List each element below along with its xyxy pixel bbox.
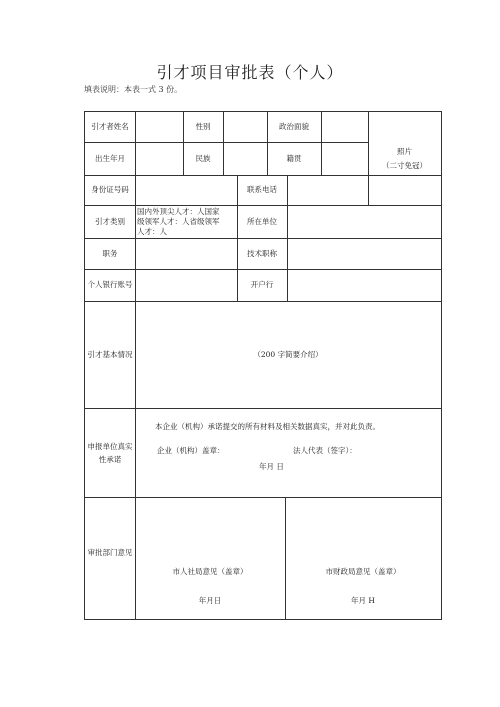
row-divider xyxy=(85,497,441,498)
bank-account-label: 个人银行账号 xyxy=(87,280,133,289)
employer-label: 所在单位 xyxy=(247,217,277,226)
hr-bureau-date: 年月日 xyxy=(198,596,222,605)
row-divider xyxy=(85,408,441,409)
finance-bureau-opinion: 市财政局意见（盖章） xyxy=(325,567,401,576)
hr-bureau-opinion: 市人社局意见（盖章） xyxy=(172,567,248,576)
ethnicity-label: 民族 xyxy=(195,154,211,163)
category-text-line: 人才：人 xyxy=(137,227,167,236)
column-divider xyxy=(287,175,288,301)
form-title: 引才项目审批表（个人） xyxy=(156,63,344,82)
row-divider xyxy=(85,301,441,302)
native-place-label: 籍贯 xyxy=(286,154,302,163)
approval-form-table xyxy=(84,111,442,620)
photo-label: 照片 xyxy=(397,147,412,156)
pledge-date: 年月 日 xyxy=(259,462,284,471)
category-text-line: 国内外顶尖人才：人国家 xyxy=(137,207,220,216)
gender-label: 性别 xyxy=(195,122,211,131)
pledge-label: 性承诺 xyxy=(98,455,122,464)
finance-bureau-date: 年月 H xyxy=(351,596,375,605)
row-divider xyxy=(85,269,441,270)
row-divider xyxy=(85,175,441,176)
row-divider xyxy=(85,142,368,143)
column-divider xyxy=(135,112,136,497)
id-number-label: 身份证号码 xyxy=(91,185,129,194)
pledge-seal-field: 企业（机构）盖章： xyxy=(157,446,225,455)
row-divider xyxy=(85,205,441,206)
column-divider xyxy=(321,112,322,175)
bank-label: 开户行 xyxy=(250,280,274,289)
category-label: 引才类别 xyxy=(95,217,125,226)
technical-title-label: 技术职称 xyxy=(247,249,277,258)
position-label: 职务 xyxy=(102,249,118,258)
category-text-line: 级领军人才：人省级领军 xyxy=(137,217,220,226)
pledge-text: 本企业（机构）承诺提交的所有材料及相关数据真实，并对此负责。 xyxy=(155,422,380,431)
row-divider xyxy=(85,238,441,239)
political-status-label: 政治面貌 xyxy=(279,122,309,131)
approval-label: 审批部门意见 xyxy=(87,548,133,557)
column-divider xyxy=(223,112,224,175)
basic-info-label: 引才基本情况 xyxy=(87,350,133,359)
form-instructions: 填表说明：本表一式 3 份。 xyxy=(84,85,183,94)
birth-label: 出生年月 xyxy=(95,154,125,163)
name-label: 引才者姓名 xyxy=(91,122,129,131)
basic-info-hint: （200 字简要介绍） xyxy=(253,350,323,359)
photo-size-note: （二寸免冠） xyxy=(382,161,427,170)
column-divider xyxy=(368,112,369,205)
phone-label: 联系电话 xyxy=(247,185,277,194)
pledge-rep-field: 法人代表（签字）： xyxy=(293,446,357,455)
pledge-label: 申报单位真实 xyxy=(87,442,133,451)
